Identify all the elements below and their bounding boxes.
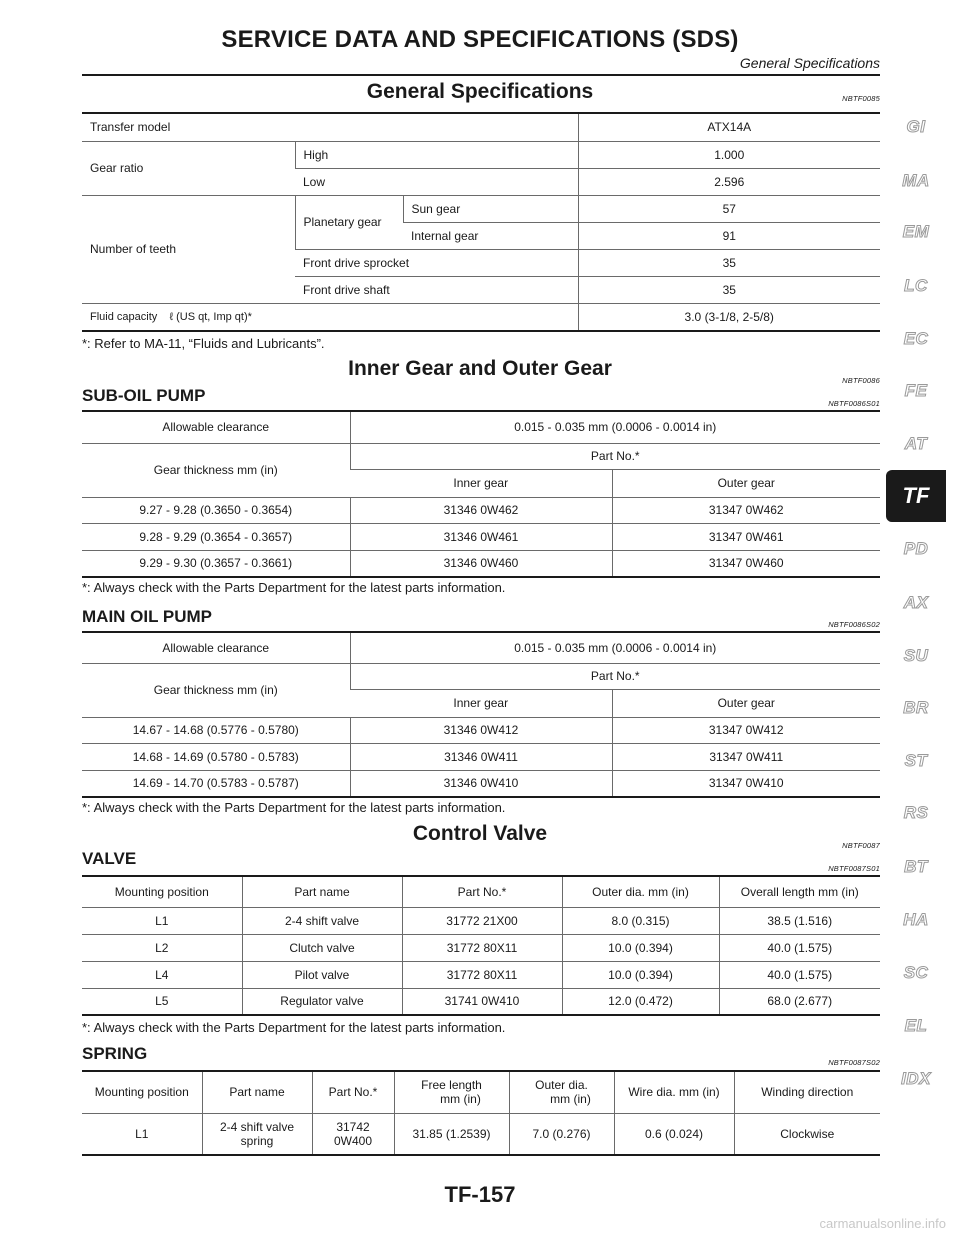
gear-ratio-label: Gear ratio <box>82 141 295 195</box>
cell: 68.0 (2.677) <box>719 988 880 1015</box>
page-header-title: SERVICE DATA AND SPECIFICATIONS (SDS) <box>221 26 739 53</box>
outer-part-cell: 31347 0W462 <box>612 497 880 523</box>
inner-gear-header: Inner gear <box>350 689 612 717</box>
valve-note: *: Always check with the Parts Department for the latest parts information. <box>82 1020 506 1035</box>
side-tab-el[interactable]: EL <box>904 1016 928 1035</box>
cell: L1 <box>82 1113 202 1155</box>
outer-gear-header: Outer gear <box>612 469 880 497</box>
side-tab-ha[interactable]: HA <box>903 910 929 929</box>
col-header-mounting: Mounting position <box>82 876 242 907</box>
cell: Clutch valve <box>242 934 402 961</box>
cell: 38.5 (1.516) <box>719 907 880 934</box>
side-tab-ma[interactable]: MA <box>902 171 930 190</box>
col-header-part-name: Part name <box>242 876 402 907</box>
side-tab-ec[interactable]: EC <box>903 329 929 348</box>
side-tab-su[interactable]: SU <box>903 646 929 665</box>
page-number: TF-157 <box>444 1182 516 1207</box>
cell: L5 <box>82 988 242 1015</box>
col-header-wire-dia: Wire dia. mm (in) <box>614 1071 734 1113</box>
thickness-cell: 9.27 - 9.28 (0.3650 - 0.3654) <box>82 497 350 523</box>
cell: 2-4 shift valve <box>242 907 402 934</box>
table-row <box>82 113 880 141</box>
subsection-title-spring: SPRING <box>82 1044 148 1063</box>
table-row <box>82 1113 880 1155</box>
side-tab-tf-label: TF <box>902 483 930 508</box>
subsection-code-spring: NBTF0087S02 <box>828 1058 880 1067</box>
clearance-label: Allowable clearance <box>82 411 350 443</box>
front-shaft-label: Front drive shaft <box>295 276 578 303</box>
side-tab-em[interactable]: EM <box>902 222 930 241</box>
cell: 40.0 (1.575) <box>719 934 880 961</box>
part-name-line1: 2-4 shift valve <box>219 1119 295 1134</box>
main-oil-pump-table <box>82 631 880 798</box>
outer-part-cell: 31347 0W460 <box>612 550 880 577</box>
table-row <box>82 770 880 797</box>
fluid-capacity-cell <box>82 303 578 331</box>
table-row <box>82 743 880 770</box>
outer-gear-header: Outer gear <box>612 689 880 717</box>
side-tab-idx[interactable]: IDX <box>901 1069 931 1088</box>
section-code-general: NBTF0085 <box>842 94 880 103</box>
transfer-model-label: Transfer model <box>82 113 578 141</box>
thickness-cell: 14.67 - 14.68 (0.5776 - 0.5780) <box>82 717 350 743</box>
col-header-outer-dia: Outer dia. mm (in) <box>562 876 719 907</box>
cell: 31772 21X00 <box>402 907 562 934</box>
transfer-model-value: ATX14A <box>578 113 880 141</box>
thickness-cell: 9.28 - 9.29 (0.3654 - 0.3657) <box>82 523 350 550</box>
outer-dia-line2: mm (in) <box>550 1092 591 1107</box>
section-code-inner-outer: NBTF0086 <box>842 376 880 385</box>
cell: 40.0 (1.575) <box>719 961 880 988</box>
col-header-part-name: Part name <box>202 1071 312 1113</box>
side-tab-pd[interactable]: PD <box>903 539 929 558</box>
cell: Clockwise <box>734 1113 880 1155</box>
thickness-header: Gear thickness mm (in) <box>82 663 350 717</box>
outer-part-cell: 31347 0W412 <box>612 717 880 743</box>
side-tab-lc[interactable]: LC <box>904 276 928 295</box>
outer-part-cell: 31347 0W411 <box>612 743 880 770</box>
table-row <box>82 934 880 961</box>
planetary-gear-label: Planetary gear <box>295 195 403 249</box>
clearance-value: 0.015 - 0.035 mm (0.0006 - 0.0014 in) <box>350 632 880 663</box>
cell: 10.0 (0.394) <box>562 934 719 961</box>
inner-part-cell: 31346 0W461 <box>350 523 612 550</box>
footer-watermark: carmanualsonline.info <box>819 1216 946 1231</box>
col-header-outer-dia <box>509 1071 614 1113</box>
subsection-code-valve: NBTF0087S01 <box>828 864 880 873</box>
front-sprocket-label: Front drive sprocket <box>295 249 578 276</box>
part-name-line2: spring <box>240 1133 274 1148</box>
table-row <box>82 1071 880 1113</box>
gear-ratio-low-value: 2.596 <box>578 168 880 195</box>
cell: L1 <box>82 907 242 934</box>
side-tab-rs[interactable]: RS <box>903 803 929 822</box>
col-header-part-no: Part No.* <box>312 1071 394 1113</box>
subsection-title-main-oil-pump: MAIN OIL PUMP <box>82 607 213 626</box>
part-no-header: Part No.* <box>350 663 880 689</box>
subsection-code-main-oil-pump: NBTF0086S02 <box>828 620 880 629</box>
table-row <box>82 411 880 443</box>
table-row <box>82 550 880 577</box>
col-header-part-no: Part No.* <box>402 876 562 907</box>
cell: 31772 80X11 <box>402 961 562 988</box>
side-tab-sc[interactable]: SC <box>903 963 929 982</box>
outer-dia-line1: Outer dia. <box>535 1078 588 1093</box>
cell: 8.0 (0.315) <box>562 907 719 934</box>
sun-gear-value: 57 <box>578 195 880 222</box>
table-row <box>82 443 880 469</box>
side-tab-bt[interactable]: BT <box>904 857 928 876</box>
fluid-capacity-label: Fluid capacity <box>90 310 158 323</box>
valve-table <box>82 875 880 1016</box>
internal-gear-value: 91 <box>578 222 880 249</box>
section-title-inner-outer: Inner Gear and Outer Gear <box>348 357 612 380</box>
subsection-code-sub-oil-pump: NBTF0086S01 <box>828 399 880 408</box>
col-header-overall-length: Overall length mm (in) <box>719 876 880 907</box>
side-tab-gi[interactable]: GI <box>906 117 926 136</box>
section-title-general: General Specifications <box>366 80 594 103</box>
table-row <box>82 141 880 168</box>
table-row <box>82 907 880 934</box>
sub-oil-pump-table <box>82 410 880 578</box>
cell: Regulator valve <box>242 988 402 1015</box>
front-shaft-value: 35 <box>578 276 880 303</box>
thickness-cell: 9.29 - 9.30 (0.3657 - 0.3661) <box>82 550 350 577</box>
sub-oil-pump-note: *: Always check with the Parts Department for the latest parts information. <box>82 580 506 595</box>
header-rule <box>82 74 880 76</box>
cell: 0.6 (0.024) <box>614 1113 734 1155</box>
cell: 31.85 (1.2539) <box>394 1113 509 1155</box>
internal-gear-label: Internal gear <box>403 222 578 249</box>
gear-ratio-high-value: 1.000 <box>578 141 880 168</box>
col-header-winding: Winding direction <box>734 1071 880 1113</box>
side-tab-tf-active[interactable] <box>886 470 946 522</box>
col-header-mounting: Mounting position <box>82 1071 202 1113</box>
general-note: *: Refer to MA-11, “Fluids and Lubricants”. <box>82 336 325 351</box>
table-row <box>82 717 880 743</box>
table-row <box>82 497 880 523</box>
table-row <box>82 195 880 222</box>
inner-part-cell: 31346 0W460 <box>350 550 612 577</box>
main-oil-pump-note: *: Always check with the Parts Department for the latest parts information. <box>82 800 506 815</box>
subsection-title-sub-oil-pump: SUB-OIL PUMP <box>82 386 206 405</box>
inner-part-cell: 31346 0W411 <box>350 743 612 770</box>
gear-ratio-low-label: Low <box>295 168 578 195</box>
outer-part-cell: 31347 0W410 <box>612 770 880 797</box>
thickness-cell: 14.68 - 14.69 (0.5780 - 0.5783) <box>82 743 350 770</box>
clearance-label: Allowable clearance <box>82 632 350 663</box>
inner-part-cell: 31346 0W410 <box>350 770 612 797</box>
side-tab-fe[interactable]: FE <box>904 381 928 400</box>
table-row <box>82 961 880 988</box>
thickness-header: Gear thickness mm (in) <box>82 443 350 497</box>
col-header-free-length <box>394 1071 509 1113</box>
inner-part-cell: 31346 0W412 <box>350 717 612 743</box>
cell: 12.0 (0.472) <box>562 988 719 1015</box>
sun-gear-label: Sun gear <box>403 195 578 222</box>
clearance-value: 0.015 - 0.035 mm (0.0006 - 0.0014 in) <box>350 411 880 443</box>
subsection-title-valve: VALVE <box>82 849 137 868</box>
table-row <box>82 523 880 550</box>
table-row <box>82 303 880 331</box>
inner-gear-header: Inner gear <box>350 469 612 497</box>
fluid-capacity-unit: ℓ (US qt, Imp qt)* <box>169 310 252 323</box>
table-row <box>82 632 880 663</box>
fluid-capacity-value: 3.0 (3-1/8, 2-5/8) <box>578 303 880 331</box>
cell: 31741 0W410 <box>402 988 562 1015</box>
cell: 10.0 (0.394) <box>562 961 719 988</box>
part-no-header: Part No.* <box>350 443 880 469</box>
cell: Pilot valve <box>242 961 402 988</box>
side-tab-br[interactable]: BR <box>903 698 929 717</box>
cell: L2 <box>82 934 242 961</box>
side-tab-st[interactable]: ST <box>904 751 928 770</box>
spring-table <box>82 1070 880 1156</box>
gear-ratio-high-label: High <box>295 141 578 168</box>
free-length-line1: Free length <box>421 1078 482 1093</box>
section-title-control-valve: Control Valve <box>412 822 548 845</box>
cell-part-name <box>202 1113 312 1155</box>
cell: 31772 80X11 <box>402 934 562 961</box>
table-row <box>82 876 880 907</box>
page-header-subtitle: General Specifications <box>739 55 880 71</box>
table-row <box>82 988 880 1015</box>
cell: 31742 0W400 <box>312 1113 394 1155</box>
side-tab-at[interactable]: AT <box>904 434 928 453</box>
table-row <box>82 663 880 689</box>
teeth-label: Number of teeth <box>82 195 295 303</box>
front-sprocket-value: 35 <box>578 249 880 276</box>
outer-part-cell: 31347 0W461 <box>612 523 880 550</box>
inner-part-cell: 31346 0W462 <box>350 497 612 523</box>
side-tab-ax[interactable]: AX <box>903 593 929 612</box>
section-code-control-valve: NBTF0087 <box>842 841 880 850</box>
thickness-cell: 14.69 - 14.70 (0.5783 - 0.5787) <box>82 770 350 797</box>
cell: 7.0 (0.276) <box>509 1113 614 1155</box>
general-spec-table <box>82 112 880 332</box>
cell: L4 <box>82 961 242 988</box>
free-length-line2: mm (in) <box>440 1092 481 1107</box>
